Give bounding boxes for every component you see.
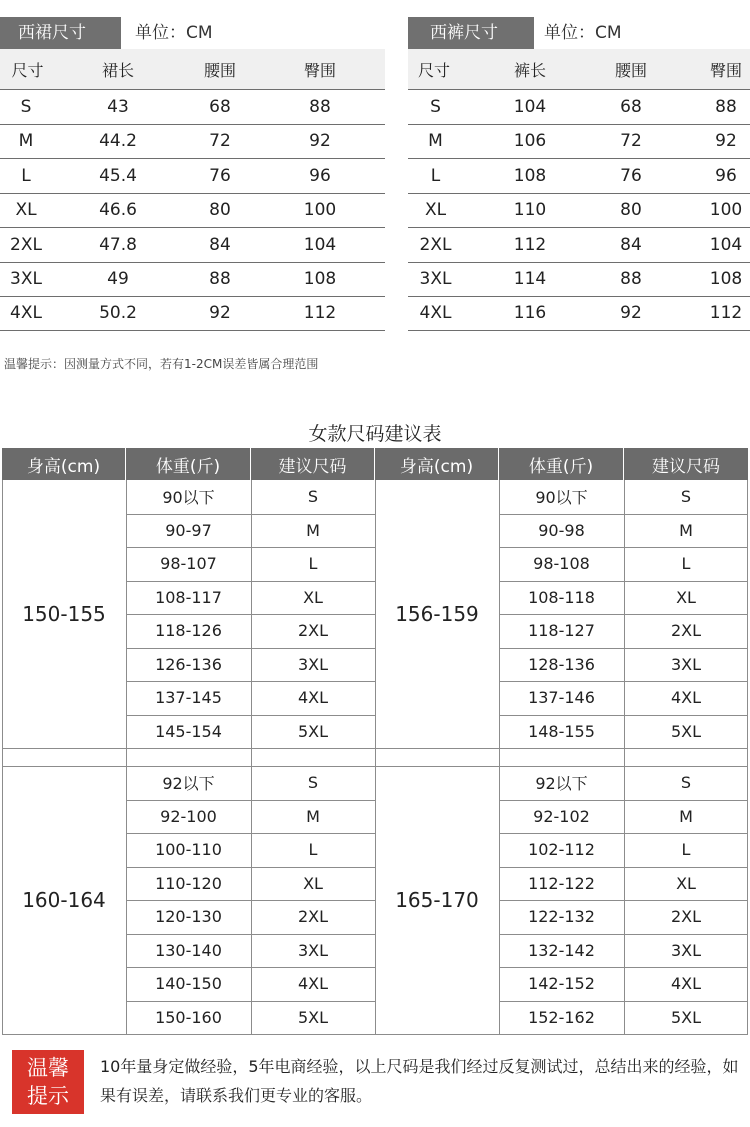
rec-weight-cell: 108-117 bbox=[155, 587, 222, 607]
pants-cell: 104 bbox=[709, 234, 743, 255]
pants-cell: L bbox=[430, 165, 441, 186]
pants-cell: M bbox=[428, 131, 443, 152]
skirt-cell: 96 bbox=[309, 165, 331, 186]
rec-weight-cell: 150-160 bbox=[155, 1007, 222, 1027]
rec-size-cell: M bbox=[306, 520, 320, 540]
pants-row bbox=[408, 158, 750, 193]
pants-row bbox=[408, 193, 750, 228]
rec-header-height-left: 身高(cm) bbox=[2, 448, 126, 480]
rec-size-cell: 4XL bbox=[297, 688, 329, 708]
skirt-cell: 80 bbox=[209, 200, 231, 221]
pants-row bbox=[408, 227, 750, 262]
rec-size-cell: 3XL bbox=[297, 940, 329, 960]
rec-weight-cell: 112-122 bbox=[528, 873, 595, 893]
rec-weight-cell: 90以下 bbox=[535, 488, 588, 508]
rec-weight-cell: 145-154 bbox=[155, 721, 222, 741]
rec-size-cell: 5XL bbox=[297, 721, 329, 741]
pants-cell: 72 bbox=[620, 131, 642, 152]
skirt-cell: 112 bbox=[303, 303, 337, 324]
skirt-cell: 44.2 bbox=[99, 131, 137, 152]
pants-cell: 116 bbox=[513, 303, 547, 324]
pants-tag-row bbox=[408, 17, 750, 49]
pants-cell: XL bbox=[424, 200, 447, 221]
skirt-row bbox=[0, 89, 385, 124]
pants-rows bbox=[408, 89, 750, 331]
pants-row bbox=[408, 124, 750, 159]
skirt-cell: 100 bbox=[303, 200, 337, 221]
rec-size-cell: 2XL bbox=[670, 621, 702, 641]
rec-weight-cell: 148-155 bbox=[528, 721, 595, 741]
rec-size-cell: L bbox=[308, 554, 318, 574]
pants-tag: 西裤尺寸 bbox=[408, 17, 534, 49]
pants-cell: 114 bbox=[513, 269, 547, 290]
pants-cell: 108 bbox=[709, 269, 743, 290]
pants-cell: 92 bbox=[715, 131, 737, 152]
rec-weight-cell: 108-118 bbox=[528, 587, 595, 607]
pants-cell: 84 bbox=[620, 234, 642, 255]
skirt-row bbox=[0, 193, 385, 228]
rec-weight-cell: 98-107 bbox=[160, 554, 217, 574]
skirt-cell: 2XL bbox=[10, 234, 42, 255]
rec-size-cell: 4XL bbox=[297, 974, 329, 994]
skirt-header-size: 尺寸 bbox=[11, 60, 44, 80]
skirt-cell: S bbox=[20, 96, 32, 117]
rec-height-range: 160-164 bbox=[22, 888, 106, 912]
rec-size-cell: L bbox=[681, 840, 691, 860]
skirt-row bbox=[0, 227, 385, 262]
rec-weight-cell: 120-130 bbox=[155, 907, 222, 927]
skirt-cell: XL bbox=[15, 200, 37, 221]
pants-cell: S bbox=[430, 96, 441, 117]
recommend-grid bbox=[2, 448, 748, 1038]
skirt-row bbox=[0, 262, 385, 297]
rec-weight-cell: 137-145 bbox=[155, 688, 222, 708]
pants-cell: 68 bbox=[620, 96, 642, 117]
rec-weight-cell: 110-120 bbox=[155, 873, 222, 893]
pants-row bbox=[408, 262, 750, 297]
rec-weight-cell: 142-152 bbox=[528, 974, 595, 994]
pants-cell: 108 bbox=[513, 165, 547, 186]
skirt-cell: 46.6 bbox=[99, 200, 137, 221]
tip-badge bbox=[12, 1050, 84, 1114]
pants-cell: 2XL bbox=[419, 234, 452, 255]
rec-size-cell: 2XL bbox=[297, 907, 329, 927]
rec-size-cell: 5XL bbox=[670, 721, 702, 741]
rec-header-weight-right: 体重(斤) bbox=[499, 448, 624, 480]
rec-size-cell: M bbox=[679, 806, 693, 826]
pants-header-size: 尺寸 bbox=[417, 60, 450, 80]
skirt-tag-row bbox=[0, 17, 385, 49]
pants-cell: 88 bbox=[620, 269, 642, 290]
rec-weight-cell: 130-140 bbox=[155, 940, 222, 960]
pants-row bbox=[408, 296, 750, 331]
skirt-cell: M bbox=[18, 131, 34, 152]
rec-size-cell: 4XL bbox=[670, 974, 702, 994]
pants-cell: 112 bbox=[513, 234, 547, 255]
pants-cell: 100 bbox=[709, 200, 743, 221]
skirt-cell: L bbox=[21, 165, 31, 186]
pants-row bbox=[408, 89, 750, 124]
pants-cell: 112 bbox=[709, 303, 743, 324]
rec-size-cell: XL bbox=[676, 873, 696, 893]
skirt-row bbox=[0, 158, 385, 193]
rec-size-cell: S bbox=[307, 487, 319, 507]
skirt-header-length: 裙长 bbox=[101, 60, 134, 80]
skirt-cell: 45.4 bbox=[99, 165, 137, 186]
pants-header-waist: 腰围 bbox=[614, 60, 647, 80]
rec-weight-cell: 118-126 bbox=[155, 621, 222, 641]
rec-size-cell: 4XL bbox=[670, 688, 702, 708]
skirt-cell: 50.2 bbox=[99, 303, 137, 324]
skirt-cell: 88 bbox=[209, 269, 231, 290]
skirt-cell: 92 bbox=[209, 303, 231, 324]
rec-size-cell: 3XL bbox=[670, 654, 702, 674]
rec-header-weight-left: 体重(斤) bbox=[126, 448, 251, 480]
skirt-cell: 92 bbox=[309, 131, 331, 152]
pants-cell: 96 bbox=[715, 165, 737, 186]
pants-cell: 104 bbox=[513, 96, 547, 117]
rec-weight-cell: 92以下 bbox=[162, 774, 215, 794]
skirt-header-waist: 腰围 bbox=[203, 60, 236, 80]
skirt-row bbox=[0, 296, 385, 331]
rec-size-cell: XL bbox=[303, 587, 323, 607]
skirt-unit: 单位：CM bbox=[135, 23, 213, 43]
rec-size-cell: 5XL bbox=[297, 1007, 329, 1027]
rec-size-cell: M bbox=[679, 520, 693, 540]
pants-cell: 3XL bbox=[419, 269, 452, 290]
rec-header-height-right: 身高(cm) bbox=[375, 448, 499, 480]
rec-height-range: 165-170 bbox=[395, 888, 479, 912]
pants-header-hip: 臀围 bbox=[709, 60, 742, 80]
rec-size-cell: 3XL bbox=[670, 940, 702, 960]
rec-weight-cell: 90-97 bbox=[165, 520, 212, 540]
rec-weight-cell: 118-127 bbox=[528, 621, 595, 641]
rec-weight-cell: 92以下 bbox=[535, 774, 588, 794]
skirt-size-table bbox=[0, 17, 385, 331]
measurement-note: 温馨提示：因测量方式不同，若有1-2CM误差皆属合理范围 bbox=[4, 357, 319, 371]
rec-size-cell: L bbox=[681, 554, 691, 574]
skirt-cell: 72 bbox=[209, 131, 231, 152]
rec-weight-cell: 92-100 bbox=[160, 806, 217, 826]
skirt-header-row bbox=[0, 49, 385, 89]
rec-size-cell: S bbox=[307, 773, 319, 793]
pants-cell: 4XL bbox=[419, 303, 452, 324]
skirt-header-hip: 臀围 bbox=[303, 60, 336, 80]
skirt-cell: 104 bbox=[303, 234, 337, 255]
rec-weight-cell: 92-102 bbox=[533, 806, 590, 826]
skirt-cell: 88 bbox=[309, 96, 331, 117]
rec-size-cell: XL bbox=[303, 873, 323, 893]
rec-weight-cell: 140-150 bbox=[155, 974, 222, 994]
pants-cell: 92 bbox=[620, 303, 642, 324]
rec-size-cell: 5XL bbox=[670, 1007, 702, 1027]
pants-cell: 110 bbox=[513, 200, 547, 221]
pants-cell: 106 bbox=[513, 131, 547, 152]
skirt-cell: 76 bbox=[209, 165, 231, 186]
recommend-title: 女款尺码建议表 bbox=[308, 423, 442, 445]
pants-cell: 88 bbox=[715, 96, 737, 117]
pants-unit: 单位：CM bbox=[544, 23, 622, 43]
skirt-cell: 3XL bbox=[10, 269, 42, 290]
rec-weight-cell: 90-98 bbox=[538, 520, 585, 540]
rec-weight-cell: 98-108 bbox=[533, 554, 590, 574]
rec-size-cell: L bbox=[308, 840, 318, 860]
rec-weight-cell: 152-162 bbox=[528, 1007, 595, 1027]
rec-weight-cell: 128-136 bbox=[528, 654, 595, 674]
rec-height-range: 150-155 bbox=[22, 602, 106, 626]
rec-header-size-left: 建议尺码 bbox=[251, 448, 375, 480]
pants-header-length: 裤长 bbox=[513, 60, 546, 80]
pants-header-row bbox=[408, 49, 750, 89]
tip-badge-line2: 提示 bbox=[27, 1084, 69, 1108]
skirt-cell: 108 bbox=[303, 269, 337, 290]
rec-size-cell: XL bbox=[676, 587, 696, 607]
rec-weight-cell: 122-132 bbox=[528, 907, 595, 927]
skirt-cell: 68 bbox=[209, 96, 231, 117]
rec-header-size-right: 建议尺码 bbox=[624, 448, 748, 480]
skirt-cell: 47.8 bbox=[99, 234, 137, 255]
rec-weight-cell: 132-142 bbox=[528, 940, 595, 960]
rec-size-cell: S bbox=[680, 487, 692, 507]
rec-size-cell: S bbox=[680, 773, 692, 793]
skirt-cell: 84 bbox=[209, 234, 231, 255]
pants-cell: 80 bbox=[620, 200, 642, 221]
rec-weight-cell: 102-112 bbox=[528, 840, 595, 860]
skirt-cell: 43 bbox=[107, 96, 129, 117]
rec-weight-cell: 90以下 bbox=[162, 488, 215, 508]
pants-cell: 76 bbox=[620, 165, 642, 186]
grid-border-bottom bbox=[2, 1034, 748, 1035]
tip-text: 10年量身定做经验，5年电商经验，以上尺码是我们经过反复测试过，总结出来的经验，如果有误差，请联系我们更专业的客服。 bbox=[100, 1057, 739, 1105]
skirt-rows bbox=[0, 89, 385, 331]
skirt-cell: 49 bbox=[107, 269, 129, 290]
tip-badge-line1: 温馨 bbox=[27, 1056, 69, 1080]
rec-weight-cell: 126-136 bbox=[155, 654, 222, 674]
rec-weight-cell: 137-146 bbox=[528, 688, 595, 708]
rec-height-range: 156-159 bbox=[395, 602, 479, 626]
rec-weight-cell: 100-110 bbox=[155, 840, 222, 860]
skirt-cell: 4XL bbox=[10, 303, 42, 324]
grid-block-divider bbox=[2, 748, 748, 749]
rec-size-cell: M bbox=[306, 806, 320, 826]
rec-size-cell: 3XL bbox=[297, 654, 329, 674]
skirt-tag: 西裙尺寸 bbox=[0, 17, 121, 49]
rec-size-cell: 2XL bbox=[297, 621, 329, 641]
pants-size-table bbox=[408, 17, 750, 331]
rec-size-cell: 2XL bbox=[670, 907, 702, 927]
skirt-row bbox=[0, 124, 385, 159]
